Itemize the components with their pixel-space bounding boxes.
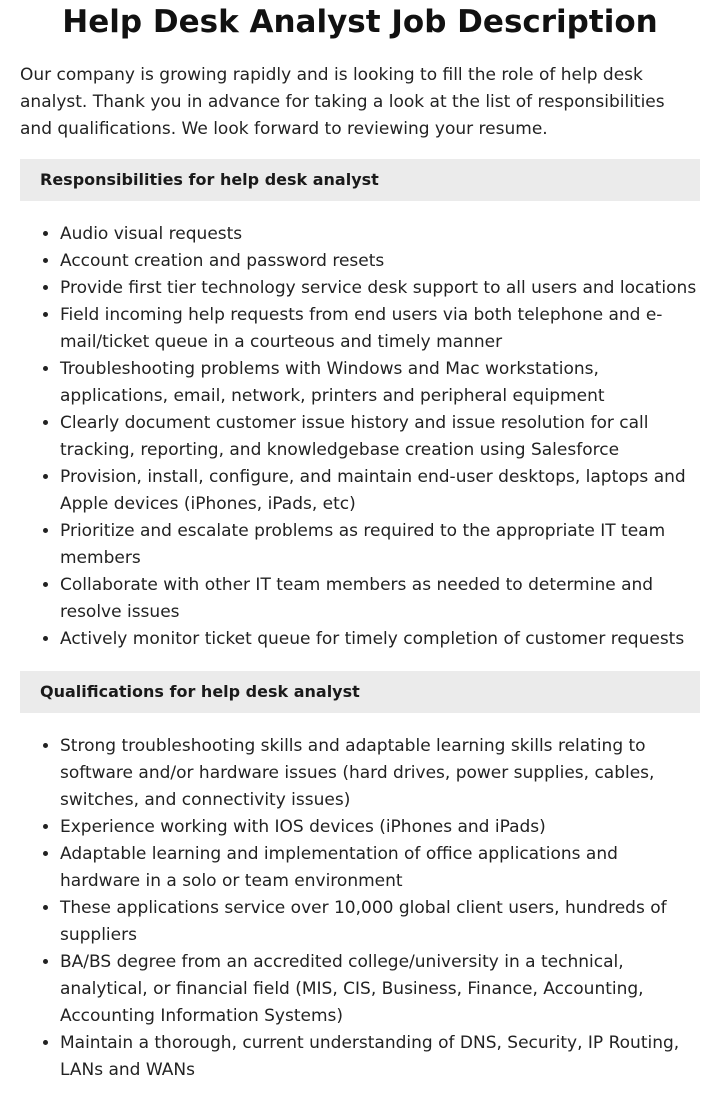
- page-title: Help Desk Analyst Job Description: [62, 4, 658, 40]
- responsibilities-list: [20, 221, 700, 653]
- list-item: • Account creation and password resets: [60, 248, 700, 275]
- list-item: • Audio visual requests: [60, 221, 700, 248]
- qualifications-heading: Qualifications for help desk analyst: [20, 671, 700, 713]
- qualifications-list: [20, 733, 700, 1084]
- list-item: • Prioritize and escalate problems as required to the appropriate IT team members: [60, 518, 700, 572]
- list-item: • Collaborate with other IT team members as needed to determine and resolve issues: [60, 572, 700, 626]
- responsibilities-heading: Responsibilities for help desk analyst: [20, 159, 700, 201]
- intro-paragraph: Our company is growing rapidly and is looking to fill the role of help desk analyst. Thank you in advance for taking a look at the list of responsibilities and qualifications. We look forward to reviewing your resume.: [20, 65, 665, 139]
- list-item: • Actively monitor ticket queue for timely completion of customer requests: [60, 626, 700, 653]
- list-item: • Clearly document customer issue history and issue resolution for call tracking, reporting, and knowledgebase creation using Salesforce: [60, 410, 700, 464]
- list-item: • Provision, install, configure, and maintain end-user desktops, laptops and Apple devices (iPhones, iPads, etc): [60, 464, 700, 518]
- list-item: • BA/BS degree from an accredited college/university in a technical, analytical, or financial field (MIS, CIS, Business, Finance, Accounting, Accounting Information Systems): [60, 949, 700, 1030]
- list-item: • Provide first tier technology service desk support to all users and locations: [60, 275, 700, 302]
- list-item: • Troubleshooting problems with Windows and Mac workstations, applications, email, network, printers and peripheral equipment: [60, 356, 700, 410]
- list-item: • These applications service over 10,000 global client users, hundreds of suppliers: [60, 895, 700, 949]
- list-item: • Field incoming help requests from end users via both telephone and e-mail/ticket queue in a courteous and timely manner: [60, 302, 700, 356]
- list-item: • Strong troubleshooting skills and adaptable learning skills relating to software and/or hardware issues (hard drives, power supplies, cables, switches, and connectivity issues): [60, 733, 700, 814]
- list-item: • Adaptable learning and implementation of office applications and hardware in a solo or team environment: [60, 841, 700, 895]
- list-item: • Maintain a thorough, current understanding of DNS, Security, IP Routing, LANs and WANs: [60, 1030, 700, 1084]
- list-item: • Experience working with IOS devices (iPhones and iPads): [60, 814, 700, 841]
